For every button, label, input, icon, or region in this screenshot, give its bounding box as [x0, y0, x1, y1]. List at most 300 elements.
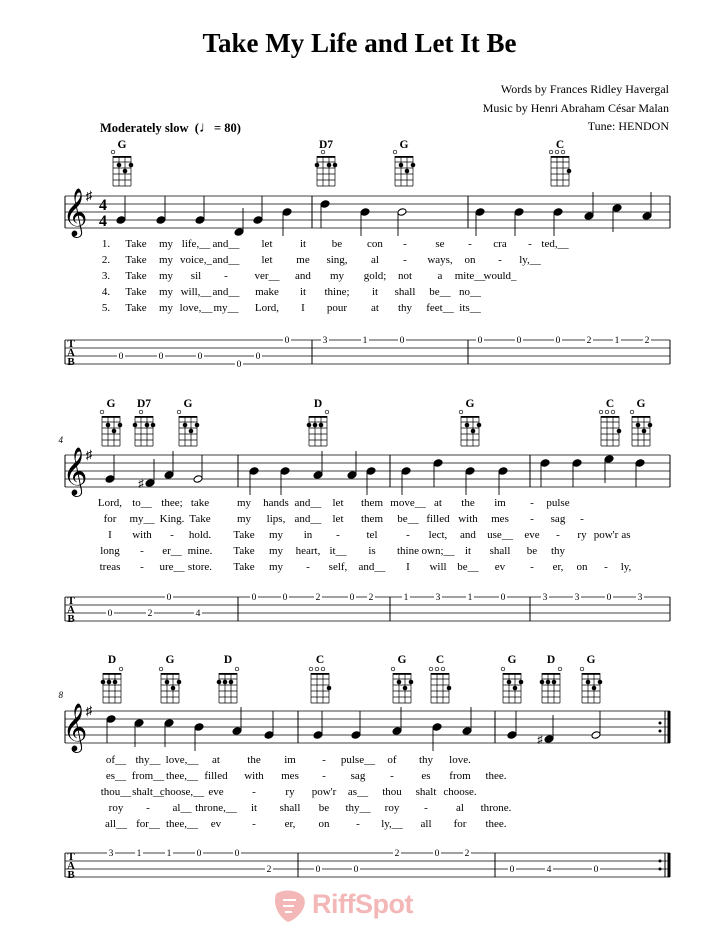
chord-name: D — [223, 654, 233, 666]
sharp-accidental-icon: ♯ — [537, 734, 543, 746]
key-signature-sharp-icon: ♯ — [85, 703, 93, 718]
guitar-pick-icon — [270, 888, 310, 924]
finger-dot — [409, 680, 414, 685]
lyric-word: its__ — [459, 302, 481, 314]
lyric-word: the — [247, 754, 261, 766]
quarter-note — [514, 208, 524, 217]
lyric-word: my__ — [213, 302, 239, 314]
lyric-word: life,__ — [181, 238, 211, 250]
open-string-marker — [325, 410, 329, 414]
chord-nut — [503, 673, 521, 675]
lyric-word: thee,__ — [165, 770, 199, 782]
tab-number: 0 — [353, 865, 359, 875]
lyric-word: - — [356, 818, 360, 830]
finger-dot — [519, 680, 524, 685]
chord-name: G — [399, 139, 409, 151]
quarter-note — [145, 479, 155, 488]
lyric-word: I — [301, 302, 305, 314]
quarter-note — [347, 471, 357, 480]
lyric-word: thy — [418, 754, 434, 766]
lyric-word: all — [420, 818, 432, 830]
lyric-word: is — [368, 545, 376, 557]
chord-diagram — [391, 667, 413, 703]
lyric-word: my — [236, 513, 252, 525]
open-string-marker — [549, 150, 553, 154]
open-string-marker — [580, 667, 584, 671]
lyric-word: them — [361, 497, 383, 509]
finger-dot — [513, 686, 518, 691]
finger-dot — [552, 680, 557, 685]
quarter-note — [194, 723, 204, 732]
quarter-note — [249, 467, 259, 476]
lyric-word: Take — [233, 545, 255, 557]
lyric-word: ev — [210, 818, 222, 830]
tempo-bpm: 80 — [224, 121, 237, 135]
open-string-marker — [391, 667, 395, 671]
open-string-marker — [111, 150, 115, 154]
music-credit: Music by Henri Abraham César Malan — [482, 101, 669, 115]
lyric-word: 3. — [101, 270, 111, 282]
lyric-word: pour — [326, 302, 348, 314]
lyric-word: let — [332, 497, 344, 509]
chord-nut — [582, 673, 600, 675]
tab-label: A — [67, 604, 75, 616]
chord-name: D — [546, 654, 556, 666]
finger-dot — [315, 163, 320, 168]
lyric-word: me — [296, 254, 310, 266]
finger-dot — [592, 686, 597, 691]
lyric-word: - — [252, 786, 256, 798]
quarter-note — [553, 208, 563, 217]
lyric-word: of — [387, 754, 397, 766]
lyric-word: - — [530, 497, 534, 509]
lyric-word: King. — [159, 513, 185, 525]
chord-diagram — [429, 667, 451, 703]
lyric-word: - — [224, 270, 228, 282]
chord-diagram — [101, 667, 123, 703]
lyric-word: - — [498, 254, 502, 266]
open-string-marker — [309, 667, 313, 671]
lyric-word: thine; — [324, 286, 350, 298]
finger-dot — [617, 429, 622, 434]
quarter-note — [432, 723, 442, 732]
finger-dot — [217, 680, 222, 685]
finger-dot — [129, 163, 134, 168]
tab-number: 3 — [637, 593, 643, 603]
treble-clef-icon: 𝄞 — [62, 190, 88, 236]
lyric-word: not — [397, 270, 413, 282]
tab-number: 0 — [500, 593, 506, 603]
finger-dot — [112, 429, 117, 434]
quarter-note — [544, 735, 554, 744]
quarter-note — [116, 216, 126, 225]
tempo-marking: Moderately slow (♩= 80) — [100, 120, 241, 136]
lyric-word: ly, — [620, 561, 632, 573]
finger-dot — [397, 680, 402, 685]
tab-number: 1 — [403, 593, 409, 603]
open-string-marker — [139, 410, 143, 414]
chord-diagram — [133, 410, 156, 446]
lyric-word: filled — [426, 513, 450, 525]
quarter-note — [134, 719, 144, 728]
lyric-word: ry — [577, 529, 587, 541]
lyric-word: my__ — [129, 513, 155, 525]
quarter-note — [540, 459, 550, 468]
chord-nut — [601, 416, 619, 418]
tab-number: 1 — [136, 849, 142, 859]
lyric-word: self, — [328, 561, 348, 573]
tab-number: 4 — [546, 865, 552, 875]
lyric-word: my — [158, 270, 174, 282]
lyric-word: choose. — [443, 786, 477, 798]
finger-dot — [465, 423, 470, 428]
lyric-word: feet__ — [426, 302, 454, 314]
lyric-word: use__ — [487, 529, 513, 541]
finger-dot — [313, 423, 318, 428]
finger-dot — [333, 163, 338, 168]
chord-nut — [431, 673, 449, 675]
lyric-word: as — [621, 529, 631, 541]
lyric-word: and__ — [294, 513, 322, 525]
lyric-word: es — [421, 770, 431, 782]
chord-diagram — [100, 410, 122, 446]
chord-nut — [161, 673, 179, 675]
lyric-word: eve — [524, 529, 540, 541]
lyric-word: - — [390, 770, 394, 782]
lyric-word: shall — [489, 545, 511, 557]
chord-diagram — [307, 410, 329, 446]
chord-nut — [311, 673, 329, 675]
lyric-word: ly,__ — [381, 818, 403, 830]
lyric-word: thou — [382, 786, 402, 798]
lyric-word: heart, — [295, 545, 321, 557]
lyric-word: ted,__ — [541, 238, 569, 250]
tab-label: B — [67, 613, 75, 625]
lyric-word: Take — [125, 238, 147, 250]
tab-label: T — [67, 338, 75, 350]
measure-number: 4 — [58, 435, 63, 445]
lyric-word: Take — [125, 254, 147, 266]
lyric-word: thy — [397, 302, 413, 314]
finger-dot — [567, 169, 572, 174]
quarter-note — [642, 212, 652, 221]
lyric-word: let — [332, 513, 344, 525]
chord-diagram — [540, 667, 562, 703]
quarter-note — [282, 208, 292, 217]
lyric-word: pow'r — [593, 529, 619, 541]
quarter-note — [313, 731, 323, 740]
open-string-marker — [501, 667, 505, 671]
chord-name: D — [107, 654, 117, 666]
lyric-word: and — [460, 529, 476, 541]
lyric-word: Lord, — [97, 497, 123, 509]
lyric-word: - — [528, 238, 532, 250]
lyric-word: thee. — [485, 818, 507, 830]
chord-nut — [395, 156, 413, 158]
chord-nut — [393, 673, 411, 675]
lyric-word: it — [299, 286, 307, 298]
measure-number: 8 — [58, 690, 63, 700]
tab-number: 3 — [322, 336, 328, 346]
lyric-word: shall — [394, 286, 416, 298]
chord-nut — [309, 416, 327, 418]
quarter-note — [360, 208, 370, 217]
lyric-word: take — [190, 497, 210, 509]
lyric-word: hold. — [188, 529, 212, 541]
lyric-word: my — [268, 545, 284, 557]
lyric-word: Take — [125, 286, 147, 298]
tab-label: B — [67, 869, 75, 881]
lyric-word: sag — [350, 770, 366, 782]
open-string-marker — [630, 410, 634, 414]
chord-diagram — [177, 410, 199, 446]
lyric-word: and__ — [212, 254, 240, 266]
lyric-word: and__ — [212, 286, 240, 298]
quarter-note — [433, 459, 443, 468]
sharp-accidental-icon: ♯ — [138, 478, 144, 490]
tab-number: 0 — [158, 352, 164, 362]
quarter-note — [313, 471, 323, 480]
quarter-note — [234, 228, 244, 237]
lyric-word: it — [371, 286, 379, 298]
chord-name: G — [507, 654, 517, 666]
tab-label: A — [67, 860, 75, 872]
lyric-word: gold; — [363, 270, 387, 282]
finger-dot — [586, 680, 591, 685]
chord-name: C — [435, 654, 445, 666]
finger-dot — [507, 680, 512, 685]
lyric-word: my — [158, 286, 174, 298]
lyric-word: store. — [187, 561, 213, 573]
lyric-word: cra — [493, 238, 507, 250]
quarter-note — [232, 727, 242, 736]
chord-nut — [179, 416, 197, 418]
lyric-word: con — [367, 238, 383, 250]
open-string-marker — [611, 410, 615, 414]
lyric-word: - — [322, 770, 326, 782]
tab-number: 0 — [477, 336, 483, 346]
lyric-word: my — [329, 270, 345, 282]
lyric-word: al — [456, 802, 464, 814]
open-string-marker — [441, 667, 445, 671]
open-string-marker — [435, 667, 439, 671]
lyric-word: Take — [233, 561, 255, 573]
lyric-word: with — [132, 529, 152, 541]
lyric-word: Take — [233, 529, 255, 541]
lyric-word: shalt — [415, 786, 437, 798]
lyric-word: be — [331, 238, 343, 250]
lyric-word: thee. — [485, 770, 507, 782]
lyric-word: - — [468, 238, 472, 250]
lyric-word: 4. — [101, 286, 111, 298]
quarter-note — [392, 727, 402, 736]
lyric-word: lect, — [428, 529, 448, 541]
lyric-word: se — [435, 238, 445, 250]
finger-dot — [307, 423, 312, 428]
lyric-word: lips, — [266, 513, 286, 525]
lyric-word: thee,__ — [165, 818, 199, 830]
lyric-word: and__ — [294, 497, 322, 509]
tab-number: 0 — [606, 593, 612, 603]
lyric-word: eve — [208, 786, 224, 798]
lyric-word: thy — [550, 545, 566, 557]
open-string-marker — [159, 667, 163, 671]
chord-diagram — [111, 150, 133, 186]
lyric-word: er, — [284, 818, 296, 830]
lyric-word: on — [464, 254, 476, 266]
song-title: Take My Life and Let It Be — [202, 28, 517, 58]
chord-name: C — [315, 654, 325, 666]
quarter-note — [475, 208, 485, 217]
finger-dot — [177, 680, 182, 685]
lyric-word: my — [236, 497, 252, 509]
chord-diagram — [309, 667, 331, 703]
open-string-marker — [321, 667, 325, 671]
lyric-word: - — [322, 754, 326, 766]
lyric-word: on — [318, 818, 330, 830]
repeat-dot — [659, 730, 662, 733]
quarter-note — [280, 467, 290, 476]
lyric-word: sag — [550, 513, 566, 525]
tab-number: 0 — [107, 609, 113, 619]
lyric-word: I — [406, 561, 410, 573]
half-note — [397, 208, 407, 217]
chord-name: G — [636, 398, 646, 410]
lyric-word: - — [170, 529, 174, 541]
chord-name: G — [586, 654, 596, 666]
tab-number: 1 — [614, 336, 620, 346]
tab-number: 3 — [542, 593, 548, 603]
finger-dot — [123, 169, 128, 174]
tab-number: 0 — [516, 336, 522, 346]
lyric-word: voice,_ — [179, 254, 213, 266]
chord-diagram — [549, 150, 571, 186]
lyric-word: Take — [125, 270, 147, 282]
finger-dot — [165, 680, 170, 685]
lyric-word: shall — [279, 802, 301, 814]
quarter-note — [320, 200, 330, 209]
lyric-word: ly,__ — [519, 254, 541, 266]
lyric-word: and — [295, 270, 311, 282]
logo-wordmark: RiffSpot — [312, 889, 413, 919]
lyric-word: ry — [285, 786, 295, 798]
lyric-word: - — [424, 802, 428, 814]
lyric-word: on — [576, 561, 588, 573]
chord-name: G — [106, 398, 116, 410]
chord-name: D7 — [136, 398, 152, 410]
words-credit: Words by Frances Ridley Havergal — [500, 82, 669, 96]
repeat-dot — [659, 860, 662, 863]
lyric-word: - — [530, 513, 534, 525]
quarter-note — [156, 216, 166, 225]
tab-number: 2 — [394, 849, 400, 859]
tab-number: 0 — [284, 336, 290, 346]
treble-clef-icon: 𝄞 — [62, 449, 88, 495]
tab-number: 2 — [644, 336, 650, 346]
treble-clef-icon: 𝄞 — [62, 705, 88, 751]
chord-diagram — [459, 410, 481, 446]
lyric-word: mite__ — [454, 270, 486, 282]
lyric-word: for__ — [136, 818, 160, 830]
lyric-word: and__ — [358, 561, 386, 573]
lyric-word: from — [449, 770, 471, 782]
lyric-word: - — [306, 561, 310, 573]
repeat-dot — [659, 722, 662, 725]
tab-number: 3 — [108, 849, 114, 859]
finger-dot — [327, 686, 332, 691]
lyric-word: pulse__ — [340, 754, 376, 766]
quarter-note — [106, 715, 116, 724]
lyric-word: make — [255, 286, 279, 298]
open-string-marker — [177, 410, 181, 414]
lyric-word: with — [458, 513, 478, 525]
tab-label: T — [67, 595, 75, 607]
finger-dot — [195, 423, 200, 428]
lyric-word: them — [361, 513, 383, 525]
finger-dot — [648, 423, 653, 428]
tab-number: 0 — [251, 593, 257, 603]
lyric-word: at — [371, 302, 379, 314]
tab-number: 0 — [234, 849, 240, 859]
tab-label: T — [67, 851, 75, 863]
half-note — [591, 731, 601, 740]
finger-dot — [546, 680, 551, 685]
chord-name: D7 — [318, 139, 334, 151]
lyric-word: long — [100, 545, 120, 557]
lyric-word: all__ — [105, 818, 127, 830]
lyric-word: - — [336, 529, 340, 541]
finger-dot — [229, 680, 234, 685]
lyric-word: love. — [449, 754, 471, 766]
lyric-word: pow'r — [311, 786, 337, 798]
finger-dot — [598, 680, 603, 685]
quarter-note — [462, 727, 472, 736]
quarter-note — [195, 216, 205, 225]
lyric-word: it — [250, 802, 258, 814]
finger-dot — [411, 163, 416, 168]
quarter-note — [351, 731, 361, 740]
lyric-word: shalt__ — [132, 786, 164, 798]
lyric-word: my — [158, 254, 174, 266]
chord-nut — [317, 156, 335, 158]
lyric-word: move__ — [390, 497, 426, 509]
chord-nut — [461, 416, 479, 418]
chord-nut — [135, 416, 153, 418]
chord-name: G — [117, 139, 127, 151]
lyric-word: - — [604, 561, 608, 573]
tab-number: 2 — [147, 609, 153, 619]
tab-number: 0 — [236, 360, 242, 370]
lyric-word: love,__ — [179, 302, 213, 314]
chord-nut — [102, 416, 120, 418]
lyric-word: Lord, — [254, 302, 280, 314]
tab-number: 1 — [467, 593, 473, 603]
finger-dot — [405, 169, 410, 174]
lyric-word: mes — [281, 770, 299, 782]
lyric-word: ver__ — [254, 270, 280, 282]
lyric-word: - — [580, 513, 584, 525]
chord-diagram — [315, 150, 338, 186]
lyric-word: the — [461, 497, 475, 509]
tab-number: 0 — [282, 593, 288, 603]
lyric-word: will,__ — [180, 286, 212, 298]
finger-dot — [107, 680, 112, 685]
tab-number: 0 — [555, 336, 561, 346]
tab-number: 2 — [368, 593, 374, 603]
chord-name: G — [183, 398, 193, 410]
lyric-word: 5. — [101, 302, 111, 314]
key-signature-sharp-icon: ♯ — [85, 188, 93, 203]
